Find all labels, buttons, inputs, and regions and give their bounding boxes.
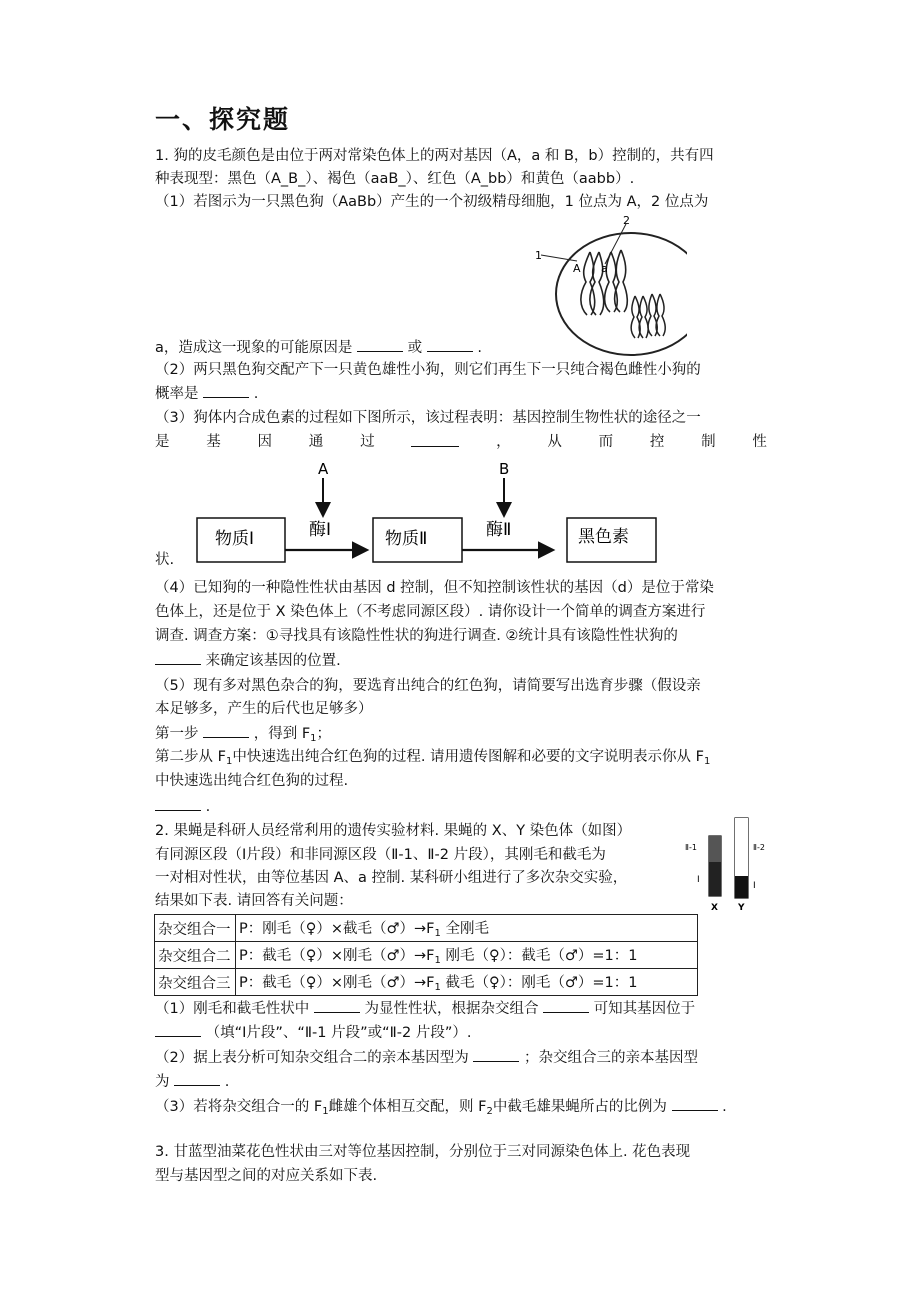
q1-part4-line1: （4）已知狗的一种隐性性状由基因 d 控制，但不知控制该性状的基因（d）是位于常染 bbox=[155, 580, 714, 596]
q1-part4-line2: 色体上，还是位于 X 染色体上（不考虑同源区段）. 请你设计一个简单的调查方案进行 bbox=[155, 604, 706, 620]
q1-part5-line1: （5）现有多对黑色杂合的狗，要选育出纯合的红色狗，请简要写出选育步骤（假设亲 bbox=[155, 678, 701, 694]
q1-part4-line3: 调查. 调查方案：①寻找具有该隐性性状的狗进行调查. ②统计具有该隐性性状狗的 bbox=[155, 628, 678, 644]
q2-part1-line1: （1）刚毛和截毛性状中 为显性性状，根据杂交组合 可知其基因位于 bbox=[155, 998, 695, 1019]
region-i-label-x: Ⅰ bbox=[697, 875, 700, 885]
answer-blank[interactable] bbox=[473, 1047, 519, 1062]
q1-part4-line4: 来确定该基因的位置. bbox=[155, 650, 341, 671]
cell-allele-A: A bbox=[573, 262, 581, 275]
cell-allele-a: a bbox=[601, 262, 608, 275]
gene-A-label: A bbox=[318, 460, 329, 478]
q2-part3-line1: （3）若将杂交组合一的 $F_1$雌雄个体相互交配，则 $F_2$中截毛雄果蝇所占的比例为 . bbox=[155, 1096, 727, 1122]
region-ii1-label: Ⅱ-1 bbox=[685, 843, 697, 852]
q1-part5-line4: 第二步从 $F_1$中快速选出纯合红色狗的过程. 请用遗传图解和必要的文字说明表示你从 $F_1$ bbox=[155, 749, 711, 767]
answer-blank[interactable] bbox=[203, 723, 249, 738]
answer-blank[interactable] bbox=[155, 1022, 201, 1037]
q1-part5-line2: 本足够多，产生的后代也足够多） bbox=[155, 701, 373, 717]
table-row: 杂交组合二 P：截毛（♀）×刚毛$(♂)\to F_1$ 刚毛（♀）：截毛（♂）=1：1 bbox=[155, 942, 698, 969]
enzyme-2-label: 酶Ⅱ bbox=[486, 520, 512, 540]
answer-blank[interactable] bbox=[203, 383, 249, 398]
q2-part2-line1: （2）据上表分析可知杂交组合二的亲本基因型为 ；杂交组合三的亲本基因型 bbox=[155, 1047, 698, 1068]
q1-part1-line1: （1）若图示为一只黑色狗（AaBb）产生的一个初级精母细胞，1 位点为 A，2 位点为 bbox=[155, 194, 709, 210]
primary-spermatocyte-figure bbox=[535, 212, 687, 356]
region-ii2-label: Ⅱ-2 bbox=[753, 843, 765, 852]
melanin-label: 黑色素 bbox=[578, 527, 629, 547]
substance-1-label: 物质Ⅰ bbox=[215, 529, 255, 549]
gene-B-label: B bbox=[499, 460, 510, 478]
answer-blank[interactable] bbox=[411, 432, 459, 447]
q1-part3-line1: （3）狗体内合成色素的过程如下图所示，该过程表明：基因控制生物性状的途径之一 bbox=[155, 410, 701, 426]
answer-blank[interactable] bbox=[543, 998, 589, 1013]
x-chromosome-label: X bbox=[711, 903, 718, 913]
substance-2-label: 物质Ⅱ bbox=[385, 529, 428, 549]
q1-part3-line3: 状. bbox=[155, 552, 175, 568]
q1-part2-line1: （2）两只黑色狗交配产下一只黄色雄性小狗，则它们再生下一只纯合褐色雌性小狗的 bbox=[155, 362, 701, 378]
q2-line2: 有同源区段（Ⅰ片段）和非同源区段（Ⅱ-1、Ⅱ-2 片段），其刚毛和截毛为 bbox=[155, 847, 606, 863]
q3-line2: 型与基因型之间的对应关系如下表. bbox=[155, 1168, 378, 1184]
answer-blank[interactable] bbox=[357, 337, 403, 352]
answer-blank[interactable] bbox=[174, 1071, 220, 1086]
q2-line1: 2. 果蝇是科研人员经常利用的遗传实验材料. 果蝇的 X、Y 染色体（如图） bbox=[155, 823, 632, 839]
table-row: 杂交组合一 P：刚毛（♀）×截毛$(♂)\to F_1$ 全刚毛 bbox=[155, 915, 698, 942]
y-chromosome-label: Y bbox=[738, 903, 745, 913]
section-title: 一、探究题 bbox=[155, 105, 291, 134]
q2-part1-line2: （填“Ⅰ片段”、“Ⅱ-1 片段”或“Ⅱ-2 片段”）. bbox=[155, 1022, 471, 1043]
answer-blank[interactable] bbox=[155, 650, 201, 665]
answer-blank[interactable] bbox=[672, 1096, 718, 1111]
q1-part1-line2: a，造成这一现象的可能原因是 或 . bbox=[155, 337, 482, 358]
cross-results-table bbox=[154, 914, 698, 996]
q1-part5-line6: . bbox=[155, 796, 210, 817]
cell-label-1: 1 bbox=[535, 249, 542, 262]
answer-blank[interactable] bbox=[314, 998, 360, 1013]
q1-part2-line2: 概率是 . bbox=[155, 383, 258, 404]
q2-line3: 一对相对性状，由等位基因 A、a 控制. 某科研小组进行了多次杂交实验， bbox=[155, 870, 628, 886]
q1-line1: 1. 狗的皮毛颜色是由位于两对常染色体上的两对基因（A，a 和 B，b）控制的，共有四 bbox=[155, 148, 714, 164]
xy-chromosome-figure bbox=[683, 814, 773, 914]
answer-blank[interactable] bbox=[427, 337, 473, 352]
q1-part3-line2: 是 基 因 通 过 ， 从 而 控 制 性 bbox=[155, 434, 767, 450]
enzyme-1-label: 酶Ⅰ bbox=[309, 520, 332, 540]
answer-blank[interactable] bbox=[155, 796, 201, 811]
q1-part5-line5: 中快速选出纯合红色狗的过程. bbox=[155, 773, 349, 789]
q2-part2-line2: 为 . bbox=[155, 1071, 229, 1092]
cell-label-2: 2 bbox=[623, 214, 630, 227]
q1-part5-line3: 第一步 ，得到 $F_1$； bbox=[155, 723, 331, 749]
q2-line4: 结果如下表. 请回答有关问题： bbox=[155, 893, 353, 909]
table-row: 杂交组合三 P：截毛（♀）×刚毛$(♂)\to F_1$ 截毛（♀）：刚毛（♂）=1：1 bbox=[155, 969, 698, 996]
region-i-label-y: Ⅰ bbox=[753, 881, 756, 891]
q1-line2: 种表现型：黑色（A_B_）、褐色（aaB_）、红色（A_bb）和黄色（aabb）. bbox=[155, 171, 635, 187]
pigment-pathway-diagram bbox=[185, 456, 665, 568]
q3-line1: 3. 甘蓝型油菜花色性状由三对等位基因控制，分别位于三对同源染色体上. 花色表现 bbox=[155, 1144, 691, 1160]
